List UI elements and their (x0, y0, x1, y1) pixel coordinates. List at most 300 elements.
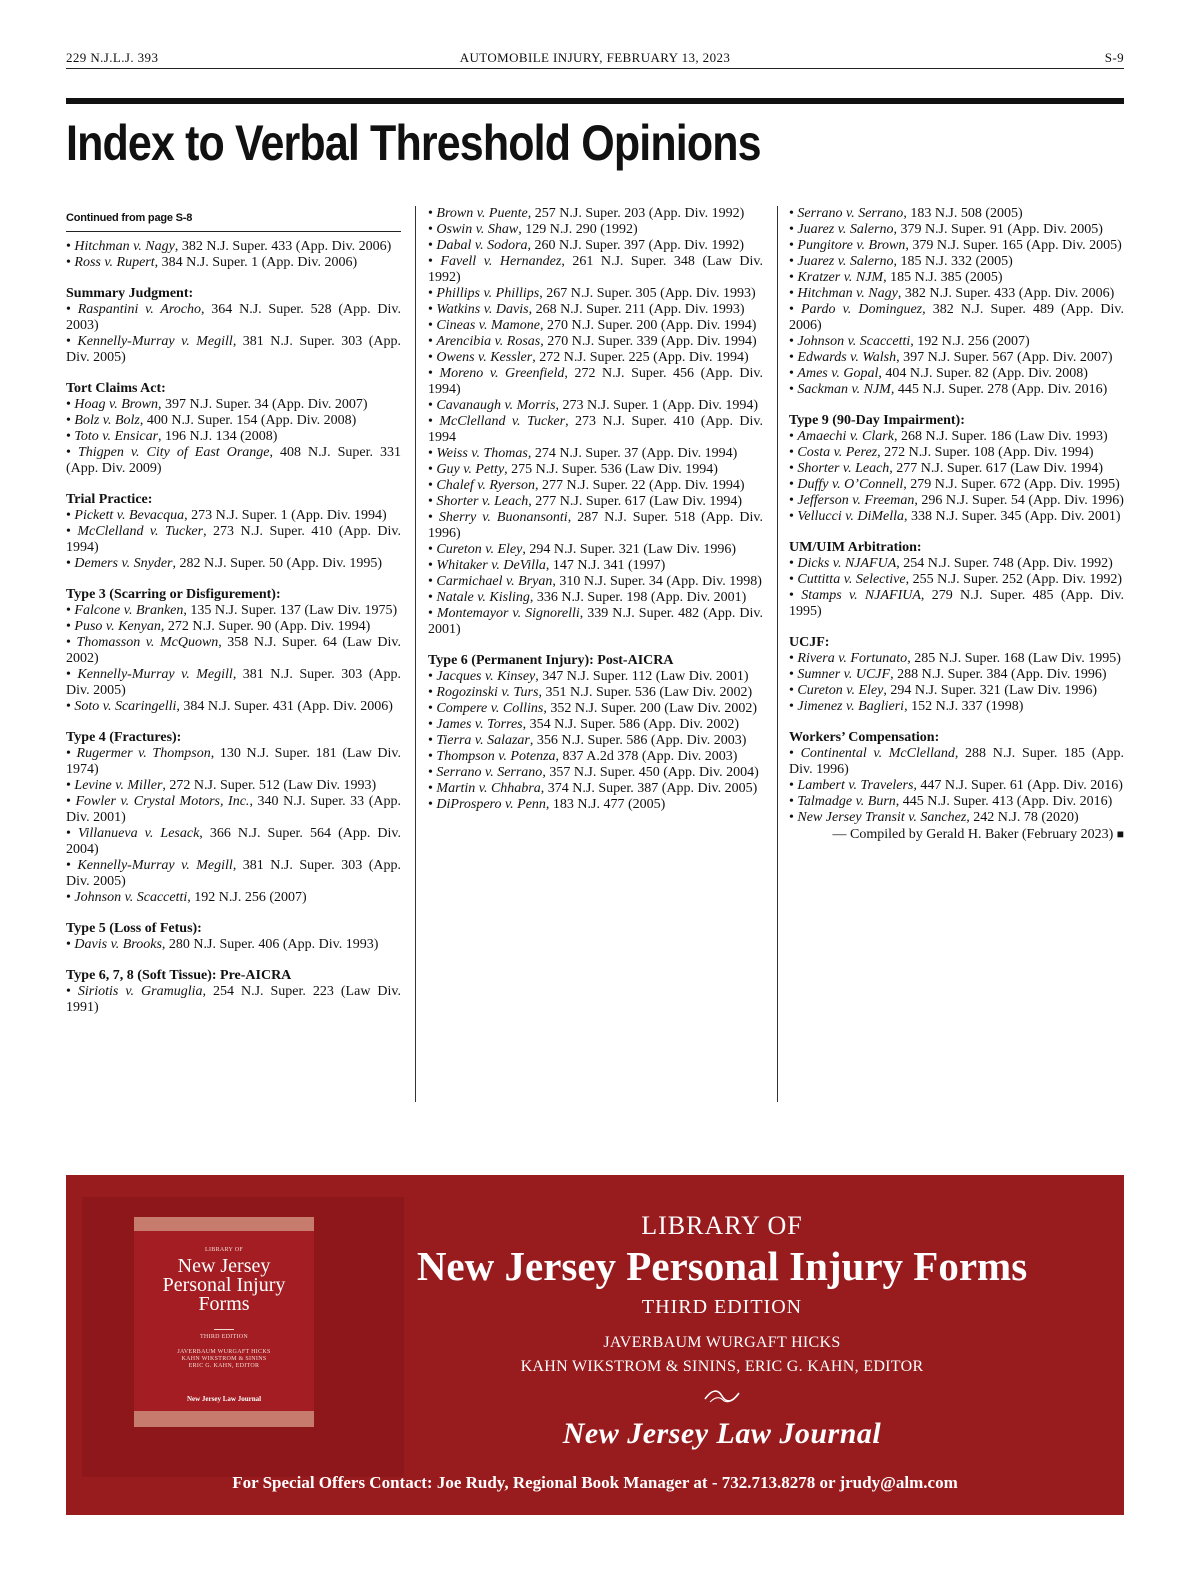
bullet: • (66, 699, 71, 714)
case-entry (789, 445, 1124, 461)
case-name: Carmichael v. Bryan (436, 574, 553, 589)
index-column-3 (789, 206, 1124, 843)
case-entry (66, 794, 401, 826)
case-citation: , 282 N.J. Super. 50 (App. Div. 1995) (172, 556, 382, 571)
case-entry (428, 286, 763, 302)
bullet: • (428, 478, 433, 493)
ad-publisher-logo: New Jersey Law Journal (562, 1417, 882, 1450)
section-heading: Summary Judgment: (66, 286, 194, 301)
case-citation: , 288 N.J. Super. 384 (App. Div. 1996) (890, 667, 1107, 682)
case-entry (789, 810, 1124, 826)
case-name: Dicks v. NJAFUA (797, 556, 897, 571)
bullet: • (789, 746, 794, 761)
case-entry (789, 254, 1124, 270)
section-heading: UM/UIM Arbitration: (789, 540, 922, 555)
case-name: Martin v. Chhabra (436, 781, 541, 796)
bullet: • (428, 206, 433, 221)
bullet: • (428, 797, 433, 812)
case-entry (789, 699, 1124, 715)
bullet: • (66, 334, 71, 349)
case-citation: , 152 N.J. 337 (1998) (904, 699, 1024, 714)
case-name: Rivera v. Fortunato (797, 651, 908, 666)
case-name: Weiss v. Thomas (436, 446, 528, 461)
case-entry (66, 778, 401, 794)
case-entry (66, 413, 401, 429)
book-cover-band-bottom (134, 1411, 314, 1427)
bullet: • (428, 222, 433, 237)
ad-edition: THIRD EDITION (641, 1296, 803, 1318)
case-citation: , 255 N.J. Super. 252 (App. Div. 1992) (905, 572, 1123, 587)
bullet: • (789, 350, 794, 365)
case-citation: , 185 N.J. 385 (2005) (883, 270, 1003, 285)
case-entry (66, 445, 401, 477)
index-column-1 (66, 206, 401, 1031)
case-entry (789, 461, 1124, 477)
section-heading: Type 6, 7, 8 (Soft Tissue): Pre-AICRA (66, 968, 292, 983)
index-section (789, 540, 1124, 620)
case-name: Kennelly-Murray v. Megill (77, 858, 233, 873)
section-heading: Type 3 (Scarring or Disfigurement): (66, 587, 281, 602)
bullet: • (66, 397, 71, 412)
case-name: Serrano v. Serrano (436, 765, 543, 780)
bullet: • (428, 302, 433, 317)
case-name: Raspantini v. Arocho (77, 302, 202, 317)
case-entry (789, 350, 1124, 366)
index-section (66, 492, 401, 572)
case-entry (66, 603, 401, 619)
bullet: • (428, 717, 433, 732)
bullet: • (428, 701, 433, 716)
case-entry (66, 397, 401, 413)
case-entry (789, 382, 1124, 398)
bullet: • (428, 286, 433, 301)
credit-text: — Compiled by Gerald H. Baker (February 2023) (832, 827, 1114, 842)
case-entry (428, 717, 763, 733)
case-name: Lambert v. Travelers, (797, 778, 917, 793)
book-cover-rule (214, 1329, 234, 1330)
case-entry (789, 429, 1124, 445)
bullet: • (66, 619, 71, 634)
bullet: • (428, 542, 433, 557)
case-name: Toto v. Ensicar (74, 429, 159, 444)
case-name: Montemayor v. Signorelli (436, 606, 580, 621)
case-citation: , 270 N.J. Super. 339 (App. Div. 1994) (540, 334, 757, 349)
case-citation: , 277 N.J. Super. 22 (App. Div. 1994) (535, 478, 745, 493)
case-name: Kennelly-Murray v. Megill (77, 334, 233, 349)
case-citation: , 374 N.J. Super. 387 (App. Div. 2005) (540, 781, 758, 796)
bullet: • (428, 510, 433, 525)
case-citation: , 408 N.J. Super. 331 (App. Div. 2009) (66, 445, 402, 476)
index-section (789, 730, 1124, 826)
case-entry (66, 984, 401, 1016)
section-heading: Type 9 (90-Day Impairment): (789, 413, 965, 428)
case-citation: , 404 N.J. Super. 82 (App. Div. 2008) (878, 366, 1088, 381)
case-citation: , 274 N.J. Super. 37 (App. Div. 1994) (527, 446, 738, 461)
index-section (66, 239, 401, 271)
case-entry (66, 302, 401, 334)
case-entry (789, 477, 1124, 493)
case-citation: , 273 N.J. Super. 410 (App. Div. 1994) (66, 524, 402, 555)
case-citation: , 273 N.J. Super. 1 (App. Div. 1994) (184, 508, 387, 523)
case-name: Shorter v. Leach (797, 461, 890, 476)
case-name: Kennelly-Murray v. Megill (77, 667, 233, 682)
bullet: • (789, 493, 794, 508)
section-heading: Tort Claims Act: (66, 381, 166, 396)
case-entry (789, 366, 1124, 382)
bullet: • (428, 494, 433, 509)
case-citation: , 379 N.J. Super. 91 (App. Div. 2005) (893, 222, 1103, 237)
case-name: Brown v. Puente (436, 206, 528, 221)
case-citation: , 366 N.J. Super. 564 (App. Div. 2004) (66, 826, 401, 857)
case-entry (66, 826, 401, 858)
case-entry (428, 781, 763, 797)
book-cover-band-top (134, 1217, 314, 1231)
bullet: • (66, 255, 71, 270)
case-citation: 445 N.J. Super. 278 (App. Div. 2016) (894, 382, 1108, 397)
bullet: • (66, 667, 71, 682)
case-citation: , 183 N.J. 508 (2005) (903, 206, 1023, 221)
case-name: New Jersey Transit v. Sanchez, (797, 810, 970, 825)
ad-authors (366, 1331, 1078, 1379)
case-citation: , 381 N.J. Super. 303 (App. Div. 2005) (66, 667, 401, 698)
case-name: Duffy v. O’Connell (797, 477, 904, 492)
case-name: Whitaker v. DeVilla (436, 558, 546, 573)
bullet: • (428, 558, 433, 573)
index-section (789, 413, 1124, 525)
case-name: Hitchman v. Nagy (797, 286, 898, 301)
bullet: • (789, 222, 794, 237)
case-entry (428, 510, 763, 542)
bullet: • (789, 572, 794, 587)
case-citation: 382 N.J. Super. 489 (App. Div. 2006) (789, 302, 1124, 333)
case-entry (428, 446, 763, 462)
case-name: Juarez v. Salerno (797, 222, 894, 237)
bullet: • (789, 683, 794, 698)
case-citation: , 268 N.J. Super. 211 (App. Div. 1993) (528, 302, 745, 317)
case-name: Ames v. Gopal (797, 366, 879, 381)
case-name: Oswin v. Shaw (436, 222, 519, 237)
bullet: • (66, 302, 71, 317)
continued-note: Continued from page S-8 (66, 206, 401, 232)
case-entry (66, 619, 401, 635)
bullet: • (66, 890, 71, 905)
case-name: Vellucci v. DiMella (797, 509, 905, 524)
case-name: Amaechi v. Clark (797, 429, 894, 444)
ad-book-title: New Jersey Personal Injury Forms (416, 1243, 1028, 1289)
book-cover-author-line: JAVERBAUM WURGAFT HICKS (177, 1349, 271, 1355)
case-entry (789, 683, 1124, 699)
bullet: • (428, 254, 433, 269)
case-name: Pungitore v. Brown (797, 238, 906, 253)
bullet: • (66, 778, 71, 793)
case-citation: , 257 N.J. Super. 203 (App. Div. 1992) (527, 206, 745, 221)
case-entry (428, 669, 763, 685)
case-name: Davis v. Brooks (74, 937, 162, 952)
bullet: • (66, 937, 71, 952)
case-entry (789, 746, 1124, 778)
section-heading: Trial Practice: (66, 492, 153, 507)
case-name: Johnson v. Scaccetti (797, 334, 911, 349)
column-divider (777, 206, 778, 1102)
case-citation: , 352 N.J. Super. 200 (Law Div. 2002) (543, 701, 758, 716)
case-name: Cureton v. Eley (436, 542, 523, 557)
ad-copy (366, 1211, 1078, 1454)
case-entry (428, 590, 763, 606)
case-entry (428, 797, 763, 813)
case-citation: , 135 N.J. Super. 137 (Law Div. 1975) (183, 603, 398, 618)
case-citation: , 356 N.J. Super. 586 (App. Div. 2003) (529, 733, 747, 748)
case-name: Kratzer v. NJM (797, 270, 884, 285)
bullet: • (66, 794, 71, 809)
case-name: James v. Torres (436, 717, 523, 732)
case-entry (428, 765, 763, 781)
case-name: Pardo v. Dominguez, (801, 302, 926, 317)
case-name: Villanueva v. Lesack (77, 826, 200, 841)
case-name: Arencibia v. Rosas (436, 334, 541, 349)
flourish-icon (702, 1385, 742, 1407)
case-entry (66, 524, 401, 556)
index-section (66, 587, 401, 715)
case-citation: , 357 N.J. Super. 450 (App. Div. 2004) (542, 765, 759, 780)
bullet: • (428, 590, 433, 605)
bullet: • (66, 445, 71, 460)
bullet: • (789, 667, 794, 682)
case-entry (66, 556, 401, 572)
case-name: Favell v. Hernandez (440, 254, 562, 269)
case-name: Hitchman v. Nagy (74, 239, 175, 254)
case-citation: , 285 N.J. Super. 168 (Law Div. 1995) (907, 651, 1121, 666)
case-entry (428, 334, 763, 350)
case-citation: , 336 N.J. Super. 198 (App. Div. 2001) (529, 590, 747, 605)
bullet: • (428, 462, 433, 477)
bullet: • (428, 414, 433, 429)
case-citation: , 397 N.J. Super. 34 (App. Div. 2007) (158, 397, 368, 412)
case-name: Pickett v. Bevacqua (74, 508, 185, 523)
bullet: • (789, 366, 794, 381)
case-entry (428, 733, 763, 749)
case-citation: , 260 N.J. Super. 397 (App. Div. 1992) (527, 238, 745, 253)
case-entry (66, 429, 401, 445)
case-citation: , 275 N.J. Super. 536 (Law Div. 1994) (504, 462, 718, 477)
case-citation: , 268 N.J. Super. 186 (Law Div. 1993) (893, 429, 1108, 444)
case-entry (789, 222, 1124, 238)
book-cover-title (134, 1257, 314, 1314)
case-name: Talmadge v. Burn (797, 794, 896, 809)
ad-kicker: LIBRARY OF (641, 1211, 803, 1240)
case-citation: , 277 N.J. Super. 617 (Law Div. 1994) (528, 494, 743, 509)
case-citation: , 272 N.J. Super. 512 (Law Div. 1993) (162, 778, 377, 793)
case-name: Serrano v. Serrano (797, 206, 904, 221)
section-heading: UCJF: (789, 635, 830, 650)
case-entry (428, 350, 763, 366)
case-citation: , 267 N.J. Super. 305 (App. Div. 1993) (539, 286, 756, 301)
case-name: Cureton v. Eley (797, 683, 884, 698)
bullet: • (428, 685, 433, 700)
bullet: • (789, 778, 794, 793)
case-entry (66, 937, 401, 953)
case-citation: , 296 N.J. Super. 54 (App. Div. 1996) (914, 493, 1124, 508)
case-citation: , 339 N.J. Super. 482 (App. Div. 2001) (428, 606, 763, 637)
case-citation: , 261 N.J. Super. 348 (Law Div. 1992) (428, 254, 763, 285)
case-name: Thigpen v. City of East Orange (77, 445, 270, 460)
case-name: DiProspero v. Penn (436, 797, 546, 812)
case-entry (66, 334, 401, 366)
case-entry (789, 651, 1124, 667)
case-name: Soto v. Scaringelli (74, 699, 177, 714)
case-entry (789, 270, 1124, 286)
case-name: Stamps v. NJAFIUA (801, 588, 921, 603)
case-citation: , 192 N.J. 256 (2007) (910, 334, 1030, 349)
case-entry (428, 222, 763, 238)
bullet: • (428, 749, 433, 764)
index-section (428, 206, 763, 638)
case-name: Tierra v. Salazar (436, 733, 530, 748)
section-heading: Type 5 (Loss of Fetus): (66, 921, 202, 936)
ad-contact-line[interactable]: For Special Offers Contact: Joe Rudy, Regional Book Manager at - 732.713.8278 or jrudy@alm.com (232, 1473, 958, 1492)
case-entry (428, 606, 763, 638)
end-mark: ■ (1116, 827, 1124, 841)
case-name: Shorter v. Leach (436, 494, 529, 509)
bullet: • (428, 238, 433, 253)
case-citation: , 340 N.J. Super. 33 (App. Div. 2001) (66, 794, 402, 825)
bullet: • (66, 635, 71, 650)
case-name: McClelland v. Tucker (439, 414, 566, 429)
bullet: • (428, 350, 433, 365)
case-name: Rogozinski v. Turs (436, 685, 539, 700)
bullet: • (789, 334, 794, 349)
case-entry (428, 542, 763, 558)
case-citation: , 384 N.J. Super. 1 (App. Div. 2006) (154, 255, 358, 270)
case-citation: , 381 N.J. Super. 303 (App. Div. 2005) (66, 334, 401, 365)
bullet: • (66, 746, 71, 761)
case-citation: , 310 N.J. Super. 34 (App. Div. 1998) (552, 574, 762, 589)
bullet: • (789, 810, 794, 825)
case-name: Johnson v. Scaccetti (74, 890, 188, 905)
case-entry (428, 414, 763, 446)
bullet: • (789, 556, 794, 571)
index-section (789, 206, 1124, 398)
case-entry (789, 509, 1124, 525)
case-entry (789, 794, 1124, 810)
bullet: • (789, 461, 794, 476)
case-entry (428, 254, 763, 286)
case-name: Thompson v. Potenza (436, 749, 556, 764)
case-citation: , 354 N.J. Super. 586 (App. Div. 2002) (522, 717, 740, 732)
case-citation: , 338 N.J. Super. 345 (App. Div. 2001) (904, 509, 1121, 524)
book-cover-title-line: Forms (198, 1293, 250, 1315)
case-entry (789, 556, 1124, 572)
bullet: • (789, 699, 794, 714)
case-entry (66, 239, 401, 255)
book-cover-image (134, 1217, 314, 1427)
bullet: • (428, 366, 433, 381)
case-citation: , 294 N.J. Super. 321 (Law Div. 1996) (522, 542, 737, 557)
header-page-number: S-9 (1104, 50, 1124, 65)
bullet: • (428, 574, 433, 589)
case-citation: , 272 N.J. Super. 90 (App. Div. 1994) (160, 619, 371, 634)
bullet: • (428, 781, 433, 796)
case-entry (789, 667, 1124, 683)
case-name: Continental v. McClelland (800, 746, 955, 761)
bullet: • (428, 606, 433, 621)
section-heading: Type 4 (Fractures): (66, 730, 182, 745)
case-citation: , 397 N.J. Super. 567 (App. Div. 2007) (896, 350, 1113, 365)
case-entry (789, 238, 1124, 254)
case-citation: , 272 N.J. Super. 108 (App. Div. 1994) (877, 445, 1094, 460)
case-citation: , 272 N.J. Super. 225 (App. Div. 1994) (532, 350, 749, 365)
case-entry (789, 302, 1124, 334)
case-citation: 242 N.J. 78 (2020) (969, 810, 1079, 825)
case-citation: , 379 N.J. Super. 165 (App. Div. 2005) (905, 238, 1122, 253)
bullet: • (428, 398, 433, 413)
case-entry (428, 494, 763, 510)
case-name: Cuttitta v. Selective (797, 572, 906, 587)
bullet: • (428, 669, 433, 684)
bullet: • (428, 318, 433, 333)
bullet: • (428, 334, 433, 349)
case-entry (66, 635, 401, 667)
book-advertisement[interactable] (66, 1175, 1124, 1515)
bullet: • (428, 733, 433, 748)
bullet: • (789, 286, 794, 301)
case-entry (428, 206, 763, 222)
case-citation: , 837 A.2d 378 (App. Div. 2003) (555, 749, 738, 764)
case-citation: , 279 N.J. Super. 672 (App. Div. 1995) (903, 477, 1120, 492)
page-title: Index to Verbal Threshold Opinions (66, 115, 761, 171)
case-entry (66, 508, 401, 524)
bullet: • (789, 238, 794, 253)
bullet: • (789, 588, 794, 603)
case-entry (428, 574, 763, 590)
case-citation: , 196 N.J. 134 (2008) (158, 429, 278, 444)
case-name: Watkins v. Davis (436, 302, 529, 317)
index-section (66, 286, 401, 366)
case-entry (428, 701, 763, 717)
bullet: • (789, 254, 794, 269)
bullet: • (789, 302, 794, 317)
case-name: Cavanaugh v. Morris (436, 398, 556, 413)
case-citation: , 185 N.J. 332 (2005) (893, 254, 1013, 269)
case-citation: , 382 N.J. Super. 433 (App. Div. 2006) (897, 286, 1115, 301)
case-name: Sherry v. Buonansonti (438, 510, 568, 525)
index-section (428, 653, 763, 813)
case-citation: , 400 N.J. Super. 154 (App. Div. 2008) (139, 413, 357, 428)
case-citation: , 381 N.J. Super. 303 (App. Div. 2005) (66, 858, 401, 889)
index-section (66, 921, 401, 953)
index-section (789, 635, 1124, 715)
ad-authors-line: JAVERBAUM WURGAFT HICKS (603, 1334, 841, 1351)
case-name: Owens v. Kessler (436, 350, 533, 365)
case-entry (66, 746, 401, 778)
case-citation: , 351 N.J. Super. 536 (Law Div. 2002) (538, 685, 753, 700)
case-name: Falcone v. Branken (74, 603, 184, 618)
case-entry (66, 699, 401, 715)
case-name: Puso v. Kenyan (74, 619, 161, 634)
case-entry (789, 334, 1124, 350)
case-citation: , 288 N.J. Super. 185 (App. Div. 1996) (789, 746, 1124, 777)
case-entry (66, 667, 401, 699)
case-entry (428, 398, 763, 414)
bullet: • (789, 429, 794, 444)
case-citation: , 147 N.J. 341 (1997) (545, 558, 666, 573)
index-section (66, 730, 401, 906)
case-citation: , 270 N.J. Super. 200 (App. Div. 1994) (539, 318, 757, 333)
running-head (66, 50, 1124, 69)
case-entry (789, 588, 1124, 620)
bullet: • (66, 524, 71, 539)
bullet: • (66, 984, 71, 999)
case-entry (428, 462, 763, 478)
